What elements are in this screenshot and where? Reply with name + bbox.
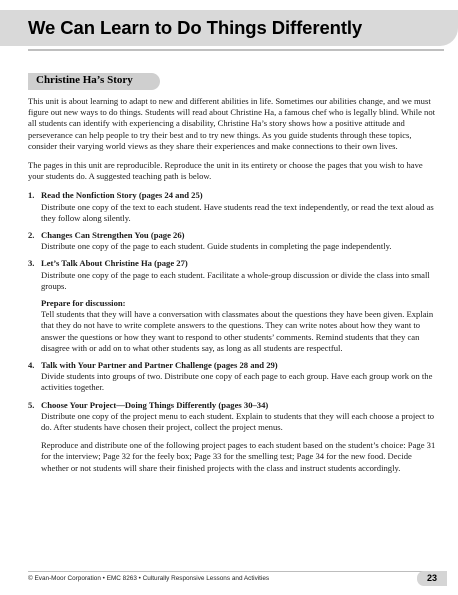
step-text: Distribute one copy of the text to each student. Have students read the text independently, or read the text aloud as they follow along silently.	[41, 201, 434, 223]
page-title: We Can Learn to Do Things Differently	[28, 17, 363, 38]
section-heading: Christine Ha’s Story	[36, 74, 133, 86]
step-heading: Choose Your Project—Doing Things Differently (pages 30–34)	[41, 399, 269, 410]
step-number: 3.	[28, 258, 35, 269]
step-text: Distribute one copy of the page to each student. Guide students in completing the page independently.	[41, 241, 392, 252]
page-number: 23	[417, 571, 447, 586]
step-number: 1.	[28, 190, 35, 201]
teaching-step	[28, 360, 438, 394]
step-heading: Let’s Talk About Christine Ha (page 27)	[41, 258, 188, 269]
step-text: Divide students into groups of two. Distribute one copy of each page to each group. Have each group work on the activities together.	[41, 371, 433, 393]
step-text: Distribute one copy of the project menu to each student. Explain to students that they will each choose a project to do. After students have chosen their project, collect the project menus.	[41, 410, 435, 433]
footer-credit: © Evan-Moor Corporation • EMC 8263 • Culturally Responsive Lessons and Activities	[28, 575, 270, 582]
step-heading: Changes Can Strengthen You (page 26)	[41, 230, 185, 241]
step-extra-text: Reproduce and distribute one of the following project pages to each student based on the student’s choice: Page 31 for the interview; Page 32 for the feely box; Page 33 for the smelling test; Page 34 for the new food. Decide whether or not students will share their finished projects with the class and instruct students accordingly.	[41, 440, 436, 473]
teaching-step	[28, 230, 438, 252]
body-content	[28, 96, 438, 480]
teaching-step	[28, 258, 438, 354]
step-heading: Read the Nonfiction Story (pages 24 and 25)	[41, 190, 203, 201]
discussion-text: Tell students that they will have a conversation with classmates about the questions they have been given. Explain that they do not have to write complete answers to the questions. They can write notes about how they want to answer the questions or how they want to respond to other students’ comments. Remind students that they can disagree with or add on to what other students say, as long as all students are respectful.	[41, 309, 434, 353]
teaching-step	[28, 190, 438, 224]
discussion-heading: Prepare for discussion:	[41, 298, 126, 309]
step-text: Distribute one copy of the page to each student. Facilitate a whole-group discussion or divide the class into small groups.	[41, 269, 430, 291]
step-heading: Talk with Your Partner and Partner Challenge (pages 28 and 29)	[41, 360, 278, 371]
step-number: 4.	[28, 360, 35, 371]
title-divider	[28, 49, 444, 51]
intro-paragraph: The pages in this unit are reproducible. Reproduce the unit in its entirety or choose the pages that you wish to have your students do. A suggested teaching path is below.	[28, 160, 423, 182]
step-number: 2.	[28, 230, 35, 241]
teaching-step	[28, 400, 438, 474]
intro-paragraph: This unit is about learning to adapt to new and different abilities in life. Sometimes our abilities change, and we must figure out new ways to do things. Students will read about Christine Ha, a famous chef who is legally blind. While not all students can identify with experiencing a disability, Christine Ha’s story shows how a positive attitude and perseverance can help people to try their best and to try new things. As you guide students through these topics, consider their varying world views as they share their experiences and make connections to their own lives.	[28, 96, 436, 151]
footer-divider	[28, 571, 444, 572]
step-number: 5.	[28, 399, 35, 410]
